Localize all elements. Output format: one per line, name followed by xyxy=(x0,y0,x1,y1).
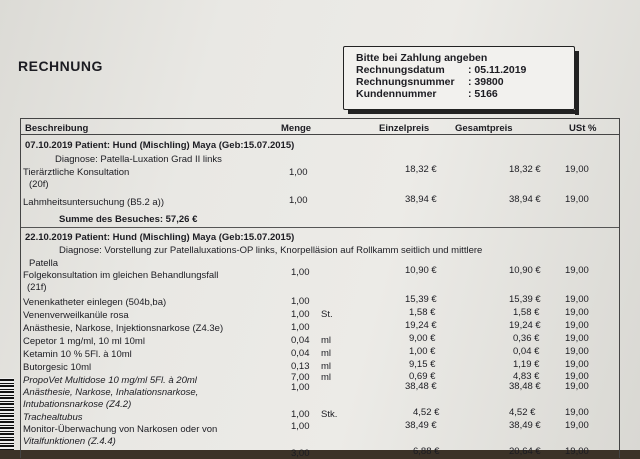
visit-heading: 07.10.2019 Patient: Hund (Mischling) Maya (Geb:15.07.2015) xyxy=(25,140,295,151)
visit-heading: 22.10.2019 Patient: Hund (Mischling) Maya (Geb:15.07.2015) xyxy=(25,232,295,243)
visit-diagnosis-cont: Patella xyxy=(29,258,59,269)
info-row-customer-number: Kundennummer : 5166 xyxy=(356,88,498,100)
visit-diagnosis: Diagnose: Patella-Luxation Grad II links xyxy=(55,154,222,165)
visit-diagnosis: Diagnose: Vorstellung zur Patellaluxations-OP links, Knorpelläsion auf Rollkamm seitlich und mittlere xyxy=(59,245,483,256)
invoice-table: Beschreibung Menge Einzelpreis Gesamtpreis USt % 07.10.2019 Patient: Hund (Mischling) Maya (Geb:15.07.2015) Diagnose: Patella-Luxation Grad II links Tierärztliche Konsultation (20f) 1,00 18,32 € 18,32 € 19,00 Lahmheitsuntersuchung (B5.2 a)) 1,00 38,94 € 38,94 € 19,00 Summe des Besuches: 57,26 € 22.10.2019 Patient: Hund (Mischling) Maya (Geb:15.07.2015) Diagnose: Vorstellung zur Patellaluxations-OP links, Knorpelläsion auf Rollkamm seitlich und mittlere Patella Folgekonsultation im gleichen Behandlungsfall (21f) 1,00 10,90 € 10,90 € 19,00 Venenkatheter einlegen (504b,ba) 1,00 15,39 € 15,39 € 19,00 Venenverweilkanüle rosa 1,00 St. 1,58 € 1,58 € 19,00 Anästhesie, Narkose, Injektionsnarkose (Z4.3e) 1,00 19,24 € 19,24 € 19,00 Cepetor 1 mg/ml, 10 ml 10ml 0,04 ml 9,00 € 0,36 € 19,00 Ketamin 10 % 5Fl. à 10ml 0,04 ml 1,00 € 0,04 € 19,00 Butorgesic 10ml 0,13 ml 9,15 € 1,19 € 19,00 PropoVet Multidose 10 mg/ml 5Fl. à 20ml 7,00 ml 0,69 € 4,83 € 19,00 Anästhesie, Narkose, Inhalationsnarkose, Intubationsnarkose (Z4.2) 1,00 38,48 € 38,48 € 19,00 Trachealtubus 1,00 Stk. 4,52 € 4,52 € 19,00 Monitor-Überwachung von Narkosen oder von Vitalfunktionen (Z.4.4) 1,00 38,49 € 38,49 € 19,00 3,00 6,88 € 20,64 € 19,00 xyxy=(20,118,620,458)
col-description: Beschreibung xyxy=(25,123,89,134)
table-header xyxy=(21,119,619,135)
col-total-price: Gesamtpreis xyxy=(455,123,513,134)
barcode-strip xyxy=(0,378,14,450)
col-quantity: Menge xyxy=(281,123,312,134)
col-unit-price: Einzelpreis xyxy=(379,123,430,134)
invoice-title: RECHNUNG xyxy=(18,58,103,74)
info-row-date: Rechnungsdatum : 05.11.2019 xyxy=(356,64,527,76)
info-row-invoice-number: Rechnungsnummer : 39800 xyxy=(356,76,504,88)
payment-info-heading: Bitte bei Zahlung angeben xyxy=(356,52,488,64)
col-vat: USt % xyxy=(569,123,597,134)
divider xyxy=(21,227,619,228)
payment-info-box xyxy=(343,46,575,110)
visit-sum: Summe des Besuches: 57,26 € xyxy=(59,214,198,225)
